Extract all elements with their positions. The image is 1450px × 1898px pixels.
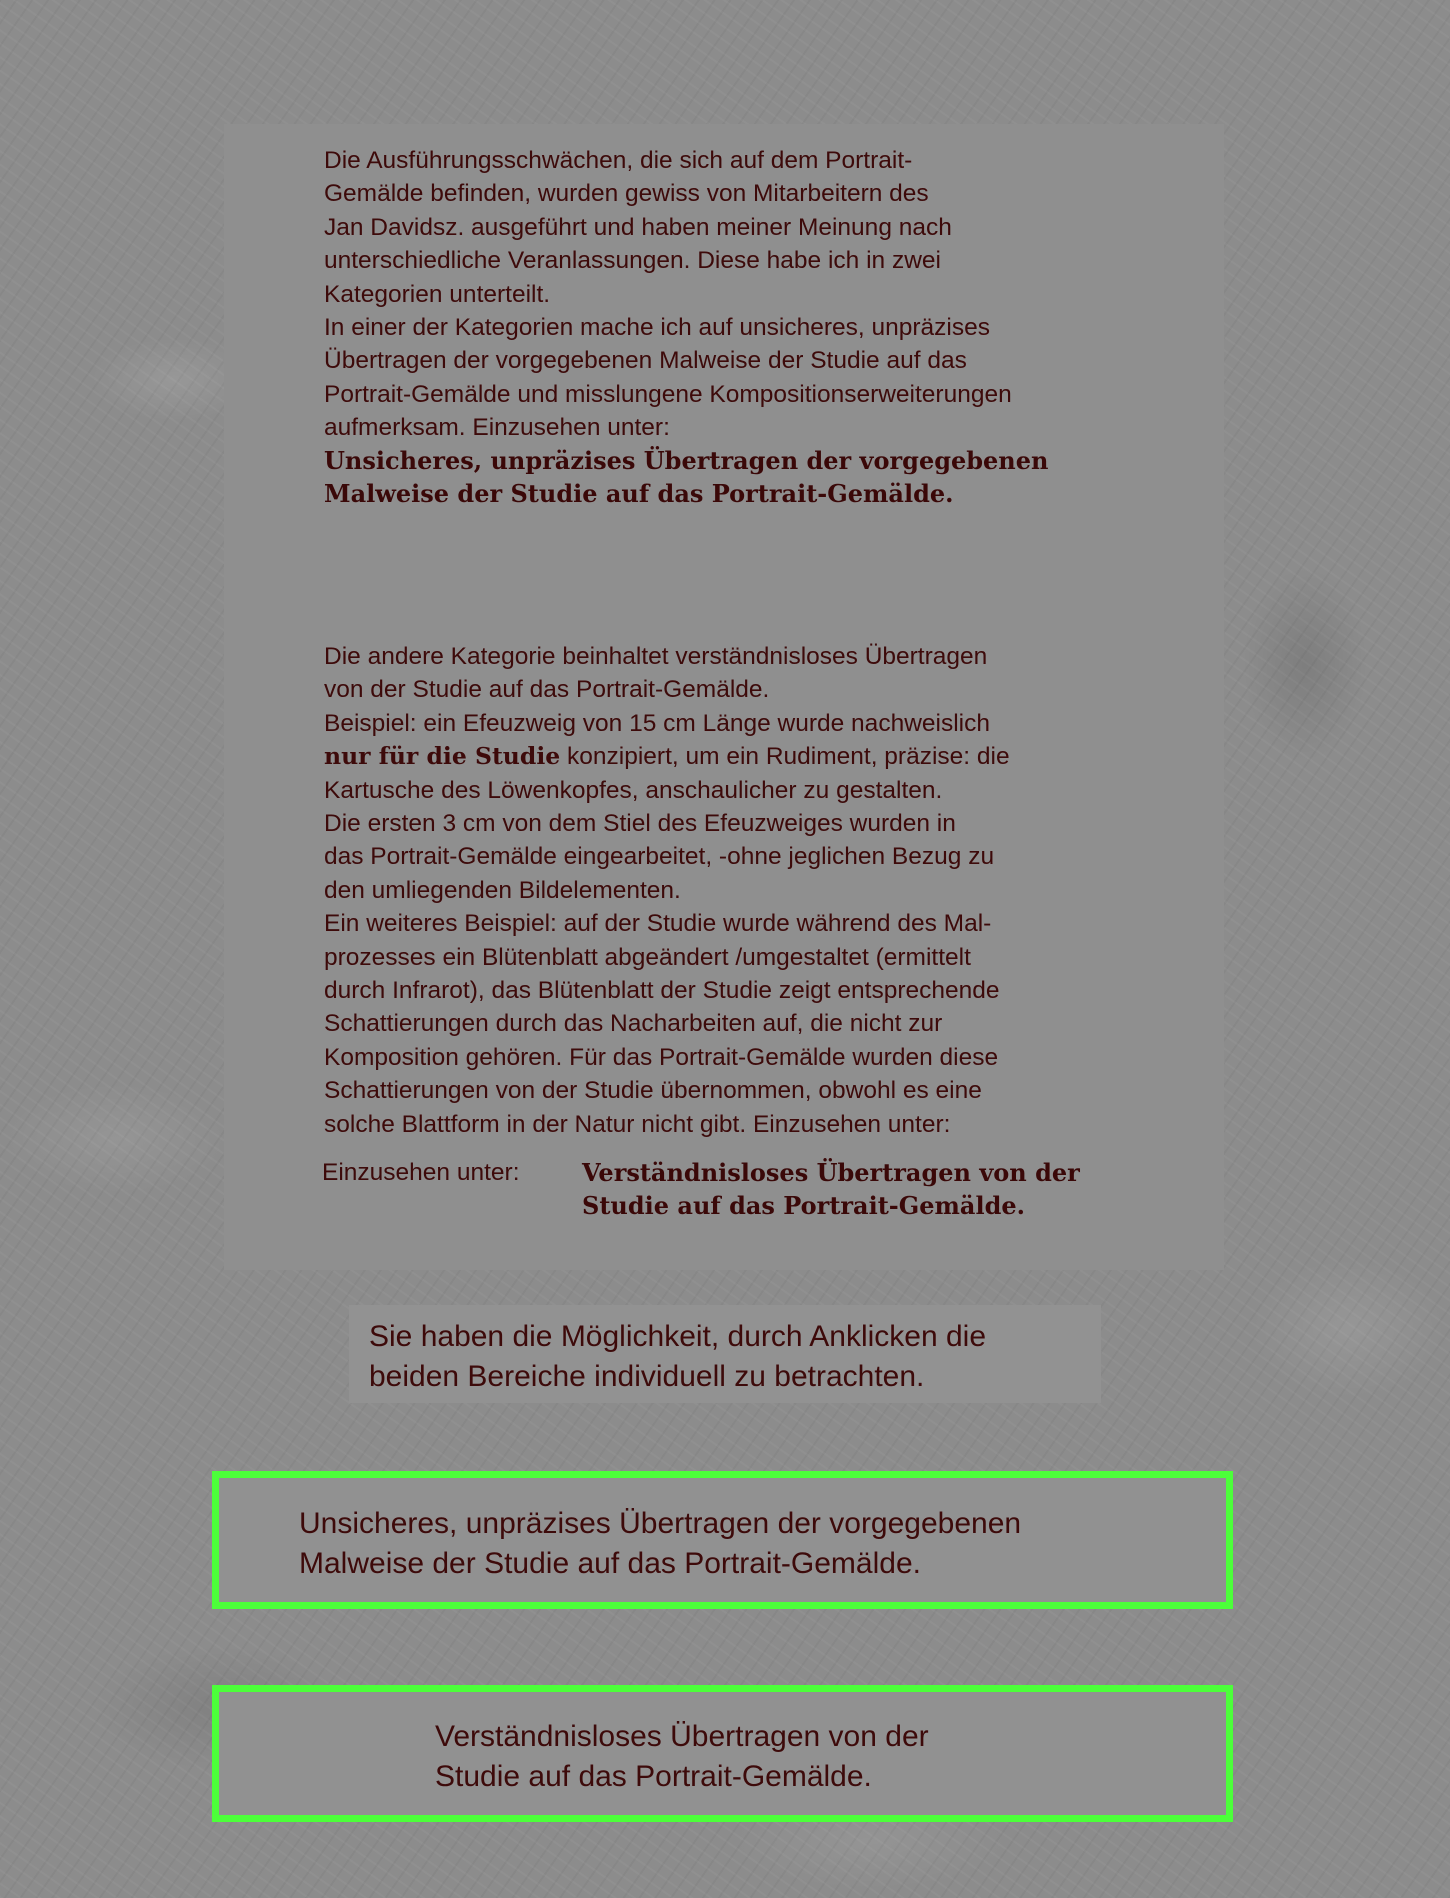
link-verstaendnisloses-uebertragen[interactable] [212, 1685, 1233, 1822]
category-2-heading: Verständnisloses Übertragen von der Studie auf das Portrait-Gemälde. [582, 1158, 1080, 1220]
category-2-bold-phrase: nur für die Studie [324, 742, 561, 771]
link-unsicheres-uebertragen[interactable] [212, 1471, 1233, 1609]
intro-paragraph: Die Ausführungsschwächen, die sich auf dem Portrait- Gemälde befinden, wurden gewiss von Mitarbeitern des Jan Davidsz. ausgeführt und haben meiner Meinung nach unterschiedliche Veranlassungen. Diese habe ich in zwei Kategorien unterteilt. In einer der Kategorien mache ich auf unsicheres, unpräzises Übertragen der vorgegebenen Malweise der Studie auf das Portrait-Gemälde und misslungene Kompositionserweiterungen aufmerksam. Einzusehen unter: [324, 147, 1012, 442]
category-2-text-a: Die andere Kategorie beinhaltet verständnisloses Übertragen von der Studie auf das Portrait-Gemälde. Beispiel: ein Efeuzweig von 15 cm Länge wurde nachweislich [324, 643, 990, 737]
category-2-text-b: konzipiert, um ein Rudiment, präzise: die Kartusche des Löwenkopfes, anschaulicher zu gestalten. Die ersten 3 cm von dem Stiel des Efeuzweiges wurden in das Portrait-Gemälde eingearbeitet, -ohne jeglichen Bezug zu den umliegenden Bildelementen. Ein weiteres Beispiel: auf der Studie wurde während des Mal- prozesses ein Blütenblatt abgeändert /umgestaltet (ermittelt durch Infrarot), das Blütenblatt der Studie zeigt entsprechende Schattierungen durch das Nacharbeiten auf, die nicht zur Komposition gehören. Für das Portrait-Gemälde wurden diese Schattierungen von der Studie übernommen, obwohl es eine solche Blattform in der Natur nicht gibt. Einzusehen unter: [324, 743, 1010, 1138]
hint-panel [349, 1305, 1101, 1403]
main-text-panel [224, 124, 1224, 1270]
link-verstaendnisloses-uebertragen-label: Verständnisloses Übertragen von der Studie auf das Portrait-Gemälde. [435, 1720, 929, 1793]
category-2-paragraph [324, 640, 1204, 1141]
hint-text: Sie haben die Möglichkeit, durch Anklicken die beiden Bereiche individuell zu betrachten. [369, 1320, 987, 1393]
reference-label: Einzusehen unter: [322, 1159, 520, 1186]
category-1-heading: Unsicheres, unpräzises Übertragen der vorgegebenen Malweise der Studie auf das Portrait-Gemälde. [324, 446, 1049, 508]
link-unsicheres-uebertragen-label: Unsicheres, unpräzises Übertragen der vorgegebenen Malweise der Studie auf das Portrait-Gemälde. [299, 1507, 1022, 1580]
